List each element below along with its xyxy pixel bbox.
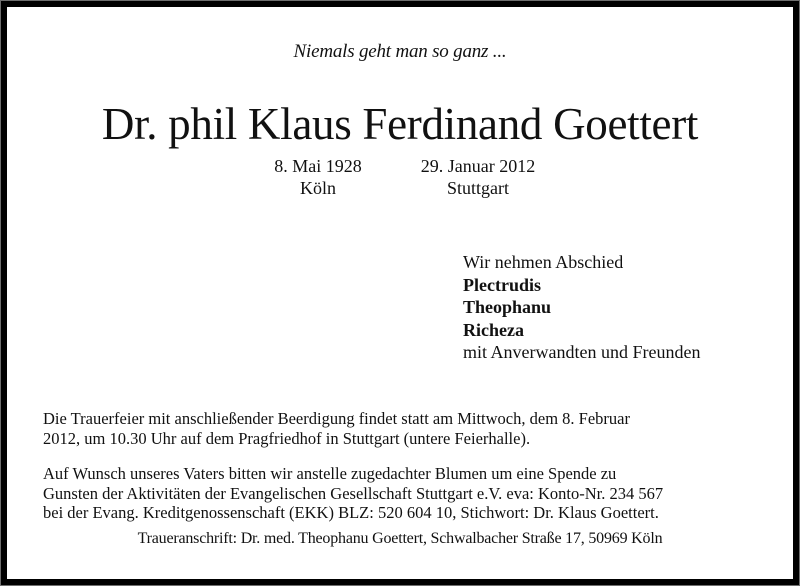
deceased-name: Dr. phil Klaus Ferdinand Goettert: [101, 99, 699, 149]
birth-place: Köln: [300, 178, 336, 198]
donation-notice: [43, 464, 757, 523]
donation-notice-line: bei der Evang. Kreditgenossenschaft (EKK) BLZ: 520 604 10, Stichwort: Dr. Klaus Goettert.: [43, 503, 659, 522]
funeral-notice-line: Die Trauerfeier mit anschließender Beerdigung findet statt am Mittwoch, dem 8. Februar: [43, 409, 630, 428]
mourners-block: [463, 251, 700, 364]
donation-notice-line: Gunsten der Aktivitäten der Evangelischen Gesellschaft Stuttgart e.V. eva: Konto-Nr. 234 567: [43, 483, 664, 503]
mourning-address: Traueranschrift: Dr. med. Theophanu Goettert, Schwalbacher Straße 17, 50969 Köln: [137, 530, 663, 547]
birth-date: 8. Mai 1928: [274, 156, 362, 176]
mourner-name: Theophanu: [463, 297, 552, 317]
obituary-notice-frame: [1, 1, 799, 585]
death-info: [411, 155, 545, 199]
funeral-notice: [43, 409, 757, 448]
mourners-intro: Wir nehmen Abschied: [463, 252, 624, 272]
mourner-name: Plectrudis: [463, 274, 541, 295]
funeral-notice-line: 2012, um 10.30 Uhr auf dem Pragfriedhof in Stuttgart (untere Feierhalle).: [43, 428, 531, 448]
death-date: 29. Januar 2012: [420, 156, 536, 176]
donation-notice-line: Auf Wunsch unseres Vaters bitten wir anstelle zugedachter Blumen um eine Spende zu: [43, 464, 617, 483]
mourners-closing: mit Anverwandten und Freunden: [463, 342, 701, 362]
birth-info: [262, 155, 374, 199]
motto: Niemals geht man so ganz ...: [293, 41, 507, 62]
death-place: Stuttgart: [447, 178, 509, 198]
mourner-name: Richeza: [463, 319, 524, 340]
